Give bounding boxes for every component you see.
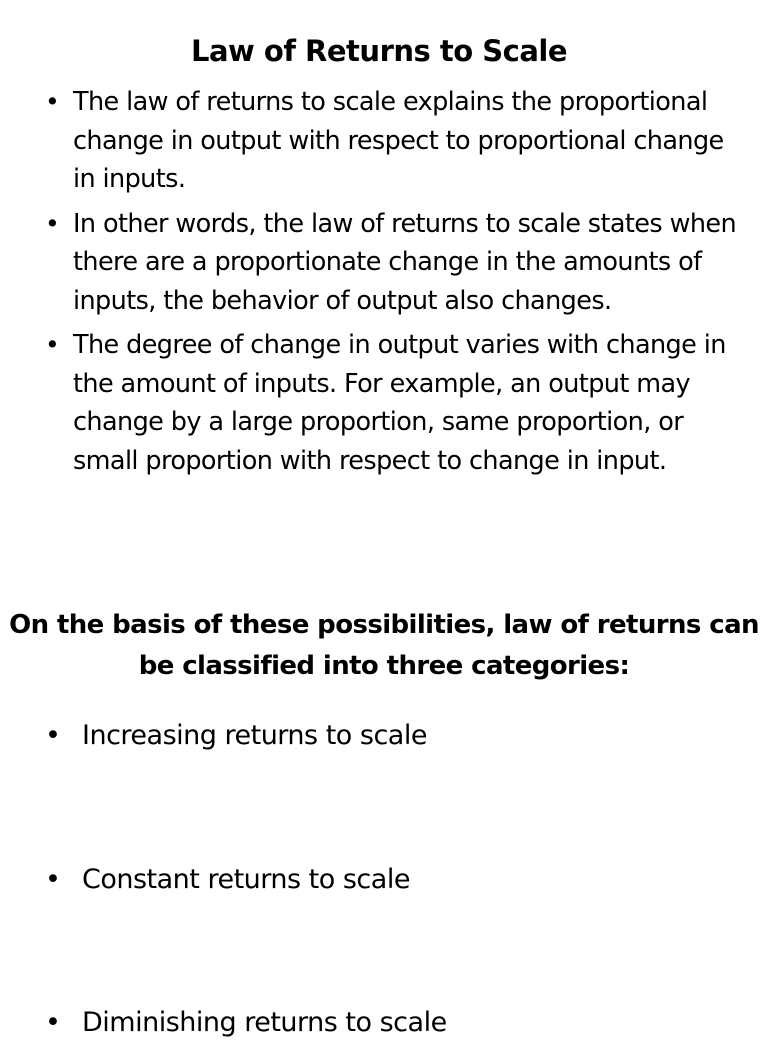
bullet-text: The degree of change in output varies with change in the amount of inputs. For example, an output may change by a large proportion, same proportion, or small proportion with respect to change in input. xyxy=(73,330,726,476)
bullet-icon: • xyxy=(45,864,61,895)
bullet-icon: • xyxy=(45,208,60,238)
category-text: Diminishing returns to scale xyxy=(82,1007,447,1038)
classification-heading: On the basis of these possibilities, law of returns can be classified into three categories: xyxy=(9,610,759,681)
slide-title: Law of Returns to Scale xyxy=(190,34,568,68)
bullet-icon: • xyxy=(45,720,61,751)
bullet-icon: • xyxy=(45,87,60,116)
category-item xyxy=(45,1005,447,1041)
category-item xyxy=(45,862,410,898)
bullet-text: The law of returns to scale explains the proportional change in output with respect to proportional change in inputs. xyxy=(73,87,724,194)
bullet-icon: • xyxy=(45,1007,61,1038)
category-text: Increasing returns to scale xyxy=(82,720,427,751)
category-item xyxy=(45,718,427,754)
bullet-text: In other words, the law of returns to scale states when there are a proportionate change in the amounts of inputs, the behavior of output also changes. xyxy=(73,208,737,316)
category-text: Constant returns to scale xyxy=(82,864,410,895)
bullet-icon: • xyxy=(45,330,60,359)
